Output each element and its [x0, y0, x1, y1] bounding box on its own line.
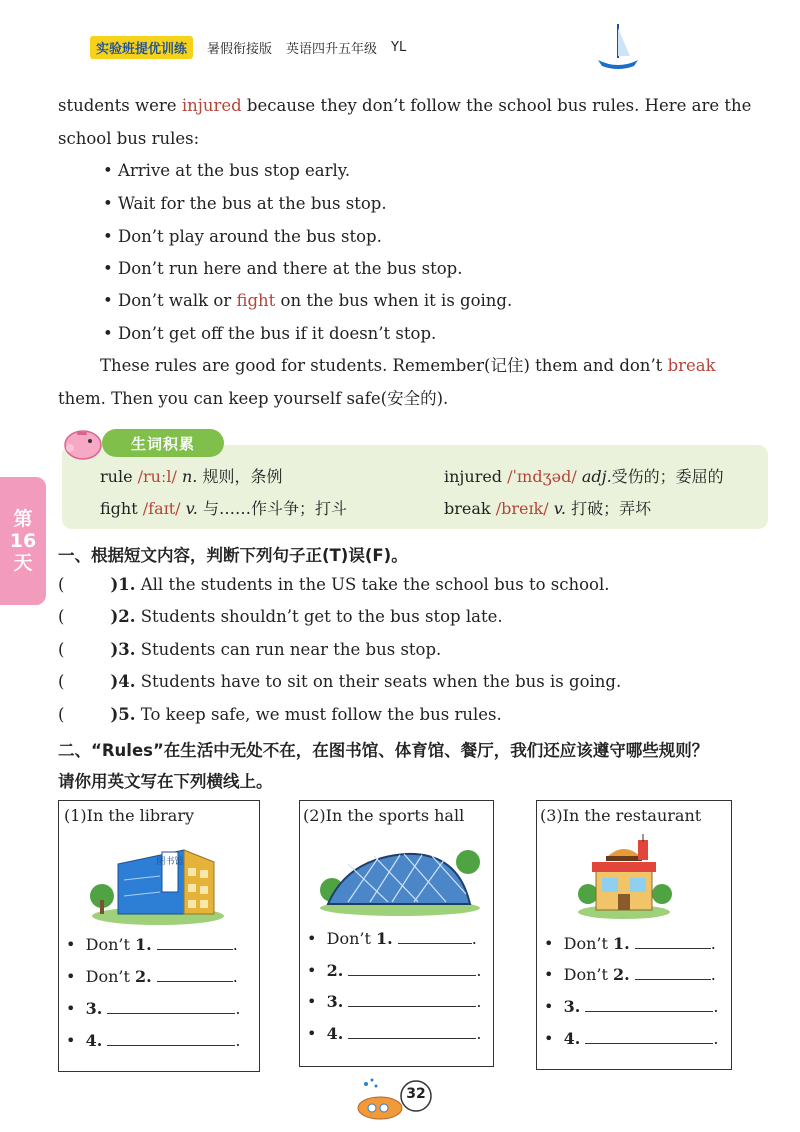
answer-line: • 3. . [66, 999, 241, 1018]
answer-blank[interactable] [107, 999, 235, 1014]
boat-icon [592, 20, 644, 72]
answer-blank[interactable] [635, 965, 711, 980]
answer-blank[interactable] [348, 1024, 476, 1039]
answer-blank[interactable] [348, 961, 476, 976]
answer-line: • 4. . [66, 1031, 241, 1050]
rule-item: • Don’t play around the bus stop. [103, 227, 382, 246]
rule-item: • Don’t walk or fight on the bus when it is going. [103, 291, 513, 310]
answer-blank[interactable] [348, 992, 476, 1007]
answer-line: • Don’t 1. . [544, 934, 716, 953]
vocab-item: break /breɪk/ v. 打破；弄坏 [444, 499, 652, 518]
box-title: (1)In the library [64, 806, 195, 825]
page-number: 32 [406, 1086, 426, 1102]
answer-blank[interactable] [157, 935, 233, 950]
section-2-heading-cont: 请你用英文写在下列横线上。 [58, 772, 273, 791]
rule-item: • Don’t get off the bus if it doesn’t stop. [103, 324, 437, 343]
tf-question: ( )4. Students have to sit on their seats when the bus is going. [58, 672, 622, 691]
answer-line: • Don’t 1. . [307, 929, 477, 948]
tf-question: ( )3. Students can run near the bus stop. [58, 640, 442, 659]
vocab-item: injured /ˈɪndʒəd/ adj.受伤的；委屈的 [444, 467, 724, 486]
series-title: 实验班提优训练 [90, 36, 193, 59]
answer-line: • 4. . [544, 1029, 719, 1048]
answer-line: • Don’t 2. . [66, 967, 238, 986]
answer-line: • 3. . [307, 992, 482, 1011]
library-building-icon [88, 834, 228, 926]
section-1-heading: 一、根据短文内容，判断下列句子正(T)误(F)。 [58, 546, 408, 565]
tf-question: ( )5. To keep safe, we must follow the bus rules. [58, 705, 502, 724]
section-2-heading: 二、“Rules”在生活中无处不在，在图书馆、体育馆、餐厅，我们还应该遵守哪些规则？ [58, 741, 709, 760]
answer-line: • 4. . [307, 1024, 482, 1043]
sports-hall-icon [318, 844, 482, 916]
highlight-word: break [667, 356, 716, 375]
answer-blank[interactable] [107, 1031, 235, 1046]
answer-blank[interactable] [585, 997, 713, 1012]
publisher-code: YL [391, 39, 407, 55]
answer-blank[interactable] [635, 934, 711, 949]
box-title: (2)In the sports hall [303, 806, 465, 825]
piggy-bank-icon [60, 424, 106, 462]
vocab-item: rule /ruːl/ n. 规则，条例 [100, 467, 283, 486]
passage-paragraph-end: them. Then you can keep yourself safe(安全的). [58, 389, 449, 408]
edition-label: 暑假衔接版 [207, 41, 273, 57]
answer-line: • 3. . [544, 997, 719, 1016]
passage-line-2: school bus rules: [58, 129, 200, 148]
answer-line: • Don’t 1. . [66, 935, 238, 954]
tf-question: ( )2. Students shouldn’t get to the bus stop late. [58, 607, 503, 626]
tf-question: ( )1. All the students in the US take the school bus to school. [58, 575, 610, 594]
answer-line: • 2. . [307, 961, 482, 980]
passage-line-1: students were injured because they don’t follow the school bus rules. Here are the [58, 96, 752, 115]
answer-blank[interactable] [585, 1029, 713, 1044]
subject-label: 英语四升五年级 [286, 41, 378, 57]
highlight-word: fight [236, 291, 276, 310]
restaurant-icon [576, 832, 672, 920]
passage-paragraph: These rules are good for students. Remember(记住) them and don’t break [100, 356, 716, 375]
answer-line: • Don’t 2. . [544, 965, 716, 984]
page-header [90, 36, 406, 58]
rule-item: • Wait for the bus at the bus stop. [103, 194, 387, 213]
highlight-word: injured [181, 96, 242, 115]
rule-item: • Don’t run here and there at the bus stop. [103, 259, 463, 278]
answer-blank[interactable] [398, 929, 472, 944]
box-title: (3)In the restaurant [540, 806, 702, 825]
library-sign: 图书馆 [156, 857, 184, 867]
rule-item: • Arrive at the bus stop early. [103, 161, 351, 180]
day-tab: 第 16 天 [0, 477, 46, 605]
answer-blank[interactable] [157, 967, 233, 982]
vocab-title: 生词积累 [102, 429, 224, 457]
vocab-item: fight /faɪt/ v. 与……作斗争；打斗 [100, 499, 347, 518]
